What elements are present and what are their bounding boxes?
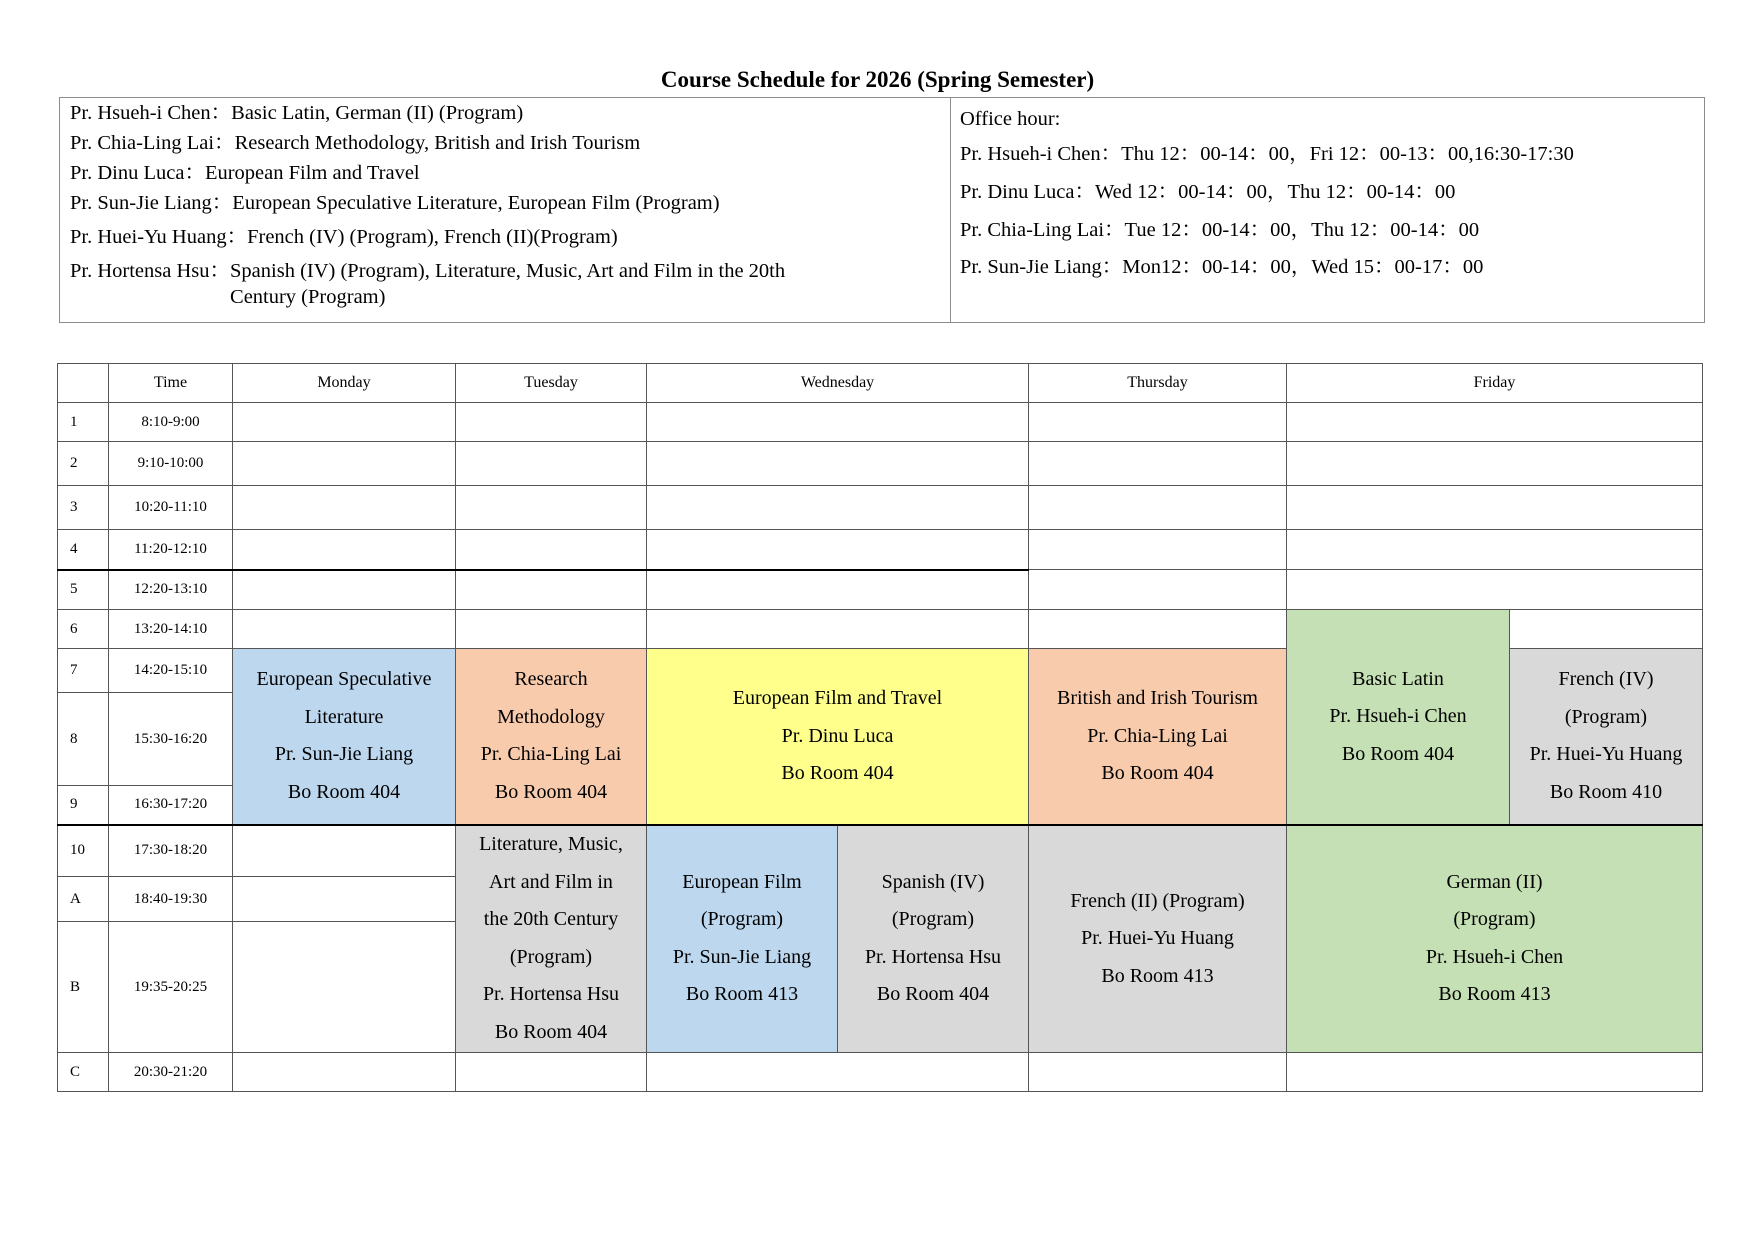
course-line: Bo Room 404 [494,780,608,803]
course-line: Spanish (IV) [881,870,985,893]
course-line: Pr. Chia-Ling Lai [1087,724,1228,747]
empty-cell [233,922,456,1053]
period-number: 4 [58,530,109,570]
course-line: British and Irish Tourism [1056,687,1258,709]
period-row [58,570,1703,610]
course-french-ii[interactable] [1029,825,1287,1053]
course-line: Bo Room 404 [876,983,990,1006]
professor-name: Pr. Sun-Jie Liang： [70,192,233,214]
course-line: Methodology [497,705,605,728]
course-line: Bo Room 404 [494,1020,608,1043]
empty-cell [647,403,1029,442]
course-research-methodology[interactable] [456,649,647,825]
info-box [59,97,1705,323]
period-number: A [58,877,109,922]
course-line: Bo Room 410 [1549,780,1663,803]
course-line: Pr. Sun-Jie Liang [274,743,414,766]
professor-courses: French (IV) (Program), French (II)(Program) [247,226,618,248]
period-row [58,442,1703,486]
course-line: Bo Room 404 [781,762,894,784]
empty-cell [233,570,456,610]
empty-cell [1029,610,1287,649]
day-header-thursday: Thursday [1029,364,1287,403]
course-line: Pr. Chia-Ling Lai [480,743,622,766]
info-divider [950,98,951,322]
period-row [58,825,1703,877]
course-line: (Program) [509,945,593,968]
empty-cell [456,1053,647,1092]
course-line: the 20th Century [483,908,619,931]
period-time: 14:20-15:10 [109,649,233,693]
professor-name: Pr. Chia-Ling Lai： [70,132,235,154]
office-hour-line: Pr. Hsueh-i Chen：Thu 12：00-14：00，Fri 12：00-13：00,16:30-17:30 [960,143,1574,165]
empty-cell [647,570,1029,610]
page-title: Course Schedule for 2026 (Spring Semester) [660,67,1095,92]
course-line: Literature, Music, [479,833,623,856]
period-number: 1 [58,403,109,442]
empty-cell [1287,486,1703,530]
course-line: Literature [304,705,384,728]
course-line: Bo Room 413 [1101,964,1214,987]
course-line: Bo Room 404 [1341,742,1455,765]
period-time: 11:20-12:10 [109,530,233,570]
period-number: 9 [58,786,109,825]
professor-name: Pr. Huei-Yu Huang： [70,226,248,248]
course-line: (Program) [700,908,784,931]
empty-cell [1287,442,1703,486]
course-line: Pr. Huei-Yu Huang [1081,927,1234,949]
course-line: Pr. Hsueh-i Chen [1425,945,1564,968]
professor-line [70,190,720,216]
empty-cell [233,442,456,486]
period-time: 15:30-16:20 [109,693,233,786]
day-header-friday: Friday [1287,364,1703,403]
course-line: Bo Room 404 [287,780,401,803]
empty-cell [1029,442,1287,486]
course-european-speculative-literature[interactable] [233,649,456,825]
professor-courses [230,258,785,310]
course-german-ii[interactable] [1287,825,1703,1053]
empty-cell [233,530,456,570]
period-time: 13:20-14:10 [109,610,233,649]
course-spanish-iv[interactable] [838,825,1029,1053]
course-line: Bo Room 404 [1101,762,1214,784]
empty-cell [456,403,647,442]
period-number: C [58,1053,109,1092]
course-line: Art and Film in [489,870,613,893]
empty-cell [1287,570,1703,610]
course-line: Research [514,668,588,691]
empty-cell [233,825,456,877]
empty-cell [456,530,647,570]
empty-cell [456,486,647,530]
period-time: 12:20-13:10 [109,570,233,610]
period-number: 6 [58,610,109,649]
professor-name: Pr. Dinu Luca： [70,162,205,184]
professor-courses: European Speculative Literature, European Film (Program) [232,192,720,214]
professor-courses-line: Spanish (IV) (Program), Literature, Music, Art and Film in the 20th [230,260,786,282]
day-header-monday: Monday [233,364,456,403]
professor-courses-line: Century (Program) [230,286,386,308]
course-european-film-program[interactable] [647,825,838,1053]
period-number: B [58,922,109,1053]
period-number: 5 [58,570,109,610]
professor-courses: European Film and Travel [204,162,420,184]
period-number: 7 [58,649,109,693]
empty-cell [647,1053,1029,1092]
period-time: 8:10-9:00 [109,403,233,442]
professor-name: Pr. Hsueh-i Chen： [70,102,232,124]
professor-name: Pr. Hortensa Hsu： [70,260,231,282]
empty-cell [456,442,647,486]
period-row [58,403,1703,442]
day-header-tuesday: Tuesday [456,364,647,403]
period-number: 3 [58,486,109,530]
course-line: European Film [682,870,802,893]
course-line: European Speculative [256,668,432,691]
empty-cell [456,570,647,610]
empty-cell [647,530,1029,570]
course-line: Basic Latin [1352,667,1444,690]
empty-cell [1510,610,1703,649]
professor-line [70,100,523,126]
course-line: Pr. Dinu Luca [781,724,894,747]
empty-cell [647,610,1029,649]
course-line: European Film and Travel [732,687,943,709]
office-hour-label: Office hour: [960,108,1061,130]
time-header: Time [109,364,233,403]
course-basic-latin[interactable] [1287,610,1510,825]
schedule-table [57,363,1703,1092]
empty-cell [233,1053,456,1092]
period-number: 2 [58,442,109,486]
course-line: Pr. Hsueh-i Chen [1329,705,1467,727]
empty-cell [1029,530,1287,570]
office-hour-line: Pr. Dinu Luca：Wed 12：00-14：00，Thu 12：00-14：00 [960,181,1456,203]
empty-cell [1029,403,1287,442]
empty-cell [456,610,647,649]
course-line: Pr. Hortensa Hsu [864,945,1002,968]
period-time: 9:10-10:00 [109,442,233,486]
period-row [58,486,1703,530]
empty-cell [233,877,456,922]
empty-cell [1029,570,1287,610]
empty-cell [1287,1053,1703,1092]
course-line: (Program) [1564,705,1648,728]
period-number: 8 [58,693,109,786]
empty-cell [233,610,456,649]
professor-line [70,224,618,250]
course-line: French (II) (Program) [1070,889,1245,912]
period-time: 18:40-19:30 [109,877,233,922]
office-hour-line: Pr. Sun-Jie Liang：Mon12：00-14：00，Wed 15：00-17：00 [960,256,1484,278]
period-time: 16:30-17:20 [109,786,233,825]
empty-cell [233,403,456,442]
period-number: 10 [58,825,109,877]
course-line: Pr. Huei-Yu Huang [1529,743,1683,766]
period-time: 10:20-11:10 [109,486,233,530]
office-hour-line: Pr. Chia-Ling Lai：Tue 12：00-14：00，Thu 12：00-14：00 [960,219,1480,241]
empty-cell [1029,486,1287,530]
professor-line [70,160,420,186]
course-line: Pr. Sun-Jie Liang [672,945,812,968]
professor-courses: Research Methodology, British and Irish Tourism [234,132,641,154]
period-row [58,530,1703,570]
course-line: (Program) [1453,908,1536,931]
period-row [58,610,1703,649]
period-time: 19:35-20:25 [109,922,233,1053]
corner-cell [58,364,109,403]
day-header-wednesday: Wednesday [647,364,1029,403]
header-row [58,364,1703,403]
period-time: 17:30-18:20 [109,825,233,877]
period-row [58,1053,1703,1092]
empty-cell [647,442,1029,486]
course-literature-music-art-film[interactable] [456,825,647,1053]
professor-line [70,130,640,156]
course-british-irish-tourism[interactable] [1029,649,1287,825]
course-line: Bo Room 413 [685,983,799,1006]
course-line: German (II) [1446,870,1543,893]
course-line: French (IV) [1558,668,1654,691]
empty-cell [1029,1053,1287,1092]
empty-cell [1287,530,1703,570]
empty-cell [647,486,1029,530]
course-european-film-and-travel[interactable] [647,649,1029,825]
period-time: 20:30-21:20 [109,1053,233,1092]
course-line: Pr. Hortensa Hsu [482,983,620,1006]
professor-courses: Basic Latin, German (II) (Program) [231,102,524,124]
course-french-iv[interactable] [1510,649,1703,825]
course-line: Bo Room 413 [1438,983,1551,1006]
empty-cell [233,486,456,530]
course-line: (Program) [891,908,975,931]
professor-line [70,258,785,310]
empty-cell [1287,403,1703,442]
